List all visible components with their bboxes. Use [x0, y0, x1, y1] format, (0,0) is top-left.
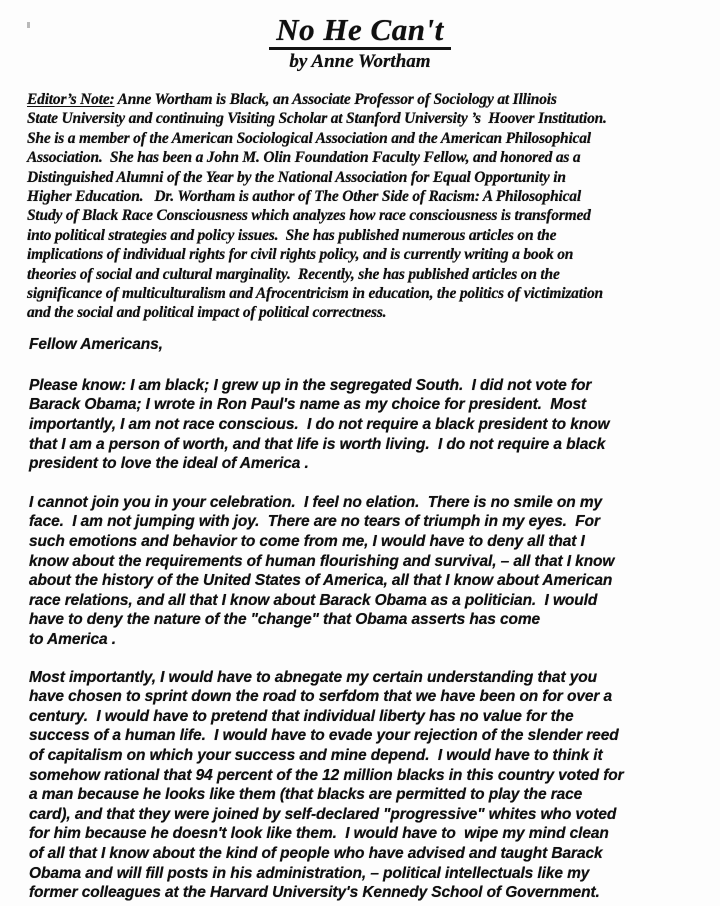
text-line: implications of individual rights for civil rights policy, and is currently writing a book on — [27, 246, 574, 264]
page-title-text: No He Can't — [269, 13, 450, 50]
text-line: card), and that they were joined by self-declared "progressive" whites who voted — [29, 805, 617, 823]
byline: by Anne Wortham — [289, 51, 431, 72]
text-line: She is a member of the American Sociological Association and the American Philosophical — [27, 129, 591, 147]
text-line: Barack Obama; I wrote in Ron Paul's name as my choice for president. Most — [29, 396, 587, 414]
text-line: of all that I know about the kind of people who have advised and taught Barack — [29, 844, 603, 862]
editors-note-first-line — [27, 90, 720, 109]
text-line: importantly, I am not race conscious. I do not require a black president to know — [29, 416, 610, 434]
salutation: Fellow Americans, — [29, 335, 163, 353]
text-line: significance of multiculturalism and Afrocentricism in education, the politics of victimization — [27, 285, 603, 303]
text-line: face. I am not jumping with joy. There are no tears of triumph in my eyes. For — [29, 513, 600, 531]
text-line: race relations, and all that I know about Barack Obama as a politician. I would — [29, 591, 598, 609]
text-line: have to deny the nature of the "change" that Obama asserts has come — [29, 611, 541, 629]
text-line: have chosen to sprint down the road to serfdom that we have been on for over a — [29, 688, 613, 706]
editors-note — [27, 90, 720, 323]
text-line: about the history of the United States of America, all that I know about American — [29, 572, 613, 590]
text-line: of capitalism on which your success and mine depend. I would have to think it — [29, 746, 603, 764]
text-line: I cannot join you in your celebration. I feel no elation. There is no smile on my — [29, 493, 603, 511]
scan-artifact — [27, 22, 30, 28]
text-line: success of a human life. I would have to evade your rejection of the slender reed — [29, 727, 619, 745]
page-title — [0, 13, 720, 50]
text-line: and the social and political impact of political correctness. — [27, 304, 387, 322]
text-line: that I am a person of worth, and that life is worth living. I do not require a black — [29, 435, 606, 453]
text-line: Obama and will fill posts in his administration, – political intellectuals like my — [29, 864, 590, 882]
text-line: such emotions and behavior to come from me, I would have to deny all that I — [29, 533, 585, 551]
document-header — [0, 0, 720, 72]
text-line: former colleagues at the Harvard University's Kennedy School of Government. — [29, 884, 600, 902]
text-line: theories of social and cultural marginality. Recently, she has published articles on the — [27, 265, 560, 283]
paragraph-cannot-join — [29, 493, 720, 650]
text-line: somehow rational that 94 percent of the 12 million blacks in this country voted for — [29, 766, 624, 784]
text-line: president to love the ideal of America . — [29, 455, 309, 473]
text-line: know about the requirements of human flourishing and survival, – all that I know — [29, 552, 615, 570]
text-line: for him because he doesn't look like them. I would have to wipe my mind clean — [29, 825, 609, 843]
text-line: Higher Education. Dr. Wortham is author of The Other Side of Racism: A Philosophical — [27, 188, 581, 206]
text-line: Study of Black Race Consciousness which analyzes how race consciousness is transformed — [27, 207, 591, 225]
paragraph-please-know — [29, 376, 720, 474]
text-line: Most importantly, I would have to abnegate my certain understanding that you — [29, 668, 597, 686]
text-line: Please know: I am black; I grew up in the segregated South. I did not vote for — [29, 376, 592, 394]
text-line: into political strategies and policy issues. She has published numerous articles on the — [27, 226, 557, 244]
editors-note-label: Editor’s Note: — [27, 91, 115, 108]
editors-note-lines — [27, 109, 720, 322]
text-line: century. I would have to pretend that individual liberty has no value for the — [29, 707, 574, 725]
paragraph-most-importantly — [29, 668, 720, 903]
text-line: State University and continuing Visiting Scholar at Stanford University ’s Hoover Institution. — [27, 110, 607, 128]
text-line: Distinguished Alumni of the Year by the National Association for Equal Opportunity in — [27, 168, 566, 186]
text-line: Association. She has been a John M. Olin Foundation Faculty Fellow, and honored as a — [27, 149, 581, 167]
text-line: a man because he looks like them (that blacks are permitted to play the race — [29, 786, 583, 804]
editors-note-first-line-rest: Anne Wortham is Black, an Associate Professor of Sociology at Illinois — [114, 91, 557, 108]
text-line: to America . — [29, 631, 116, 648]
